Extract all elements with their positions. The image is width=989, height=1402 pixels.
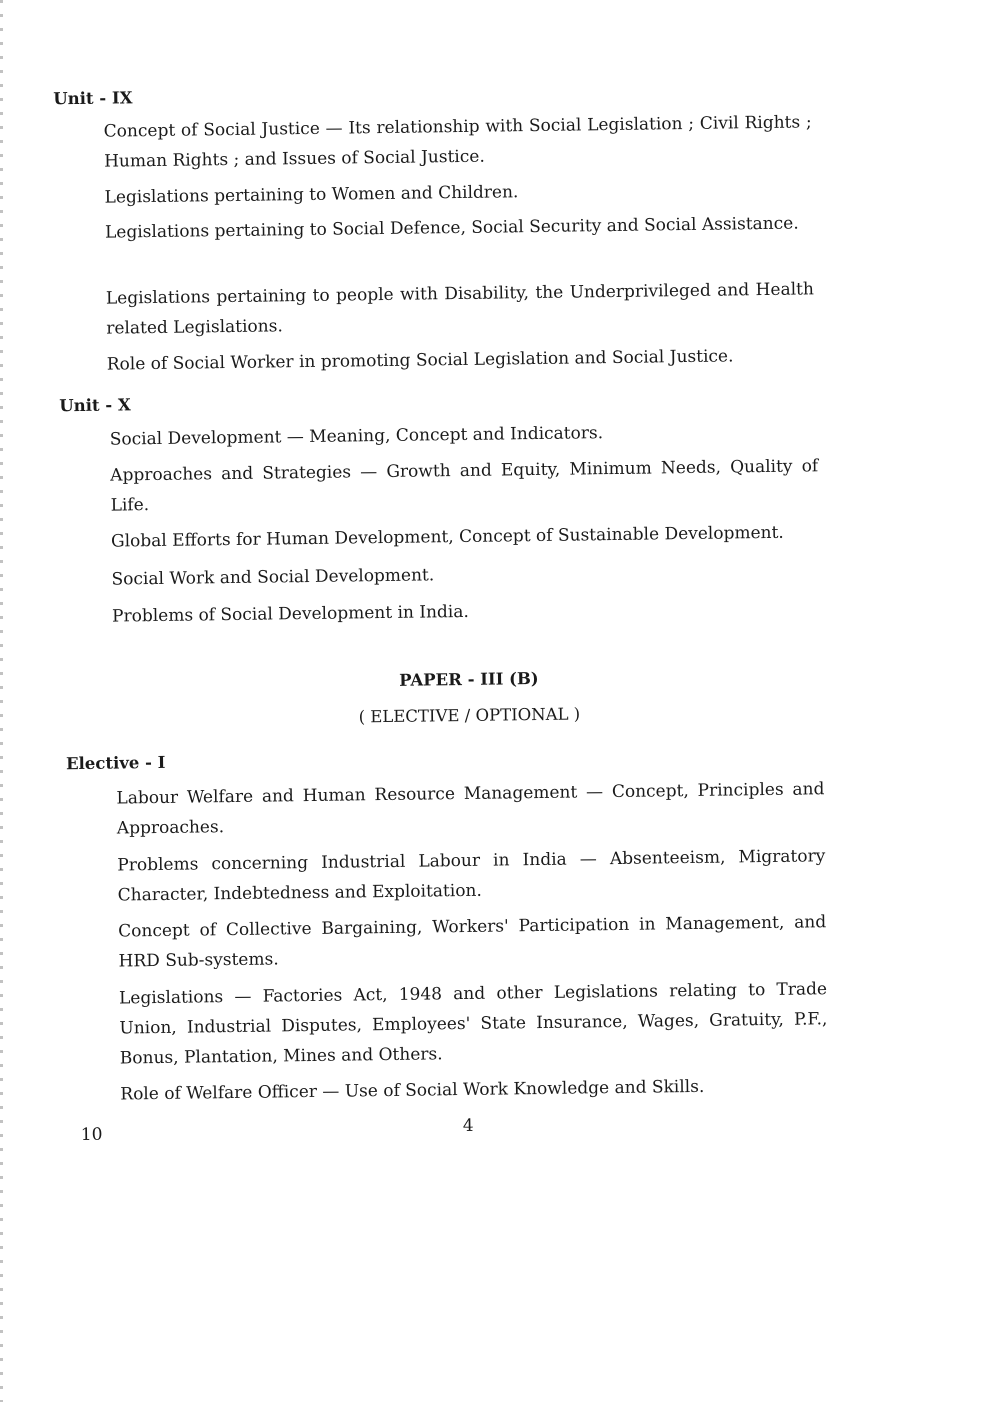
unit-9-item-2: Legislations pertaining to Women and Children. xyxy=(104,182,519,208)
unit-9-item-4: Legislations pertaining to people with Disability, the Underprivileged and Health related Legislations. xyxy=(105,279,814,339)
elective-1-item-5: Role of Welfare Officer — Use of Social Work Knowledge and Skills. xyxy=(120,1076,705,1105)
unit-9-heading: Unit - IX xyxy=(53,88,133,109)
unit-10-item-3: Global Efforts for Human Development, Concept of Sustainable Development. xyxy=(110,522,784,552)
unit-9-item-5: Role of Social Worker in promoting Social Legislation and Social Justice. xyxy=(106,346,734,375)
unit-10-item-1: Social Development — Meaning, Concept and Indicators. xyxy=(109,423,604,450)
elective-1-item-3: Concept of Collective Bargaining, Workers' Participation in Management, and HRD Sub-systems. xyxy=(118,912,827,972)
unit-10-item-5: Problems of Social Development in India. xyxy=(111,601,469,627)
unit-9-item-1: Concept of Social Justice — Its relationship with Social Legislation ; Civil Rights ; Human Rights ; and Issues of Social Justice. xyxy=(103,112,812,172)
unit-10-item-4: Social Work and Social Development. xyxy=(111,565,435,590)
unit-9-item-3: Legislations pertaining to Social Defence, Social Security and Social Assistance. xyxy=(104,213,799,243)
paper-title: PAPER - III (B) xyxy=(399,669,539,690)
footer-left-number: 10 xyxy=(80,1124,103,1146)
paper-subtitle: ( ELECTIVE / OPTIONAL ) xyxy=(358,704,581,727)
unit-10-heading: Unit - X xyxy=(59,395,131,416)
elective-1-item-2: Problems concerning Industrial Labour in India — Absenteeism, Migratory Character, Indebtedness and Exploitation. xyxy=(117,846,826,906)
elective-1-heading: Elective - I xyxy=(65,752,166,774)
elective-1-item-1: Labour Welfare and Human Resource Management — Concept, Principles and Approaches. xyxy=(116,779,825,839)
page-number: 4 xyxy=(462,1115,474,1137)
unit-10-item-2: Approaches and Strategies — Growth and Equity, Minimum Needs, Quality of Life. xyxy=(110,456,819,516)
elective-1-item-4: Legislations — Factories Act, 1948 and other Legislations relating to Trade Union, Industrial Disputes, Employees' State Insurance, Wages, Gratuity, P.F., Bonus, Plantation, Mines and Others. xyxy=(118,979,828,1069)
